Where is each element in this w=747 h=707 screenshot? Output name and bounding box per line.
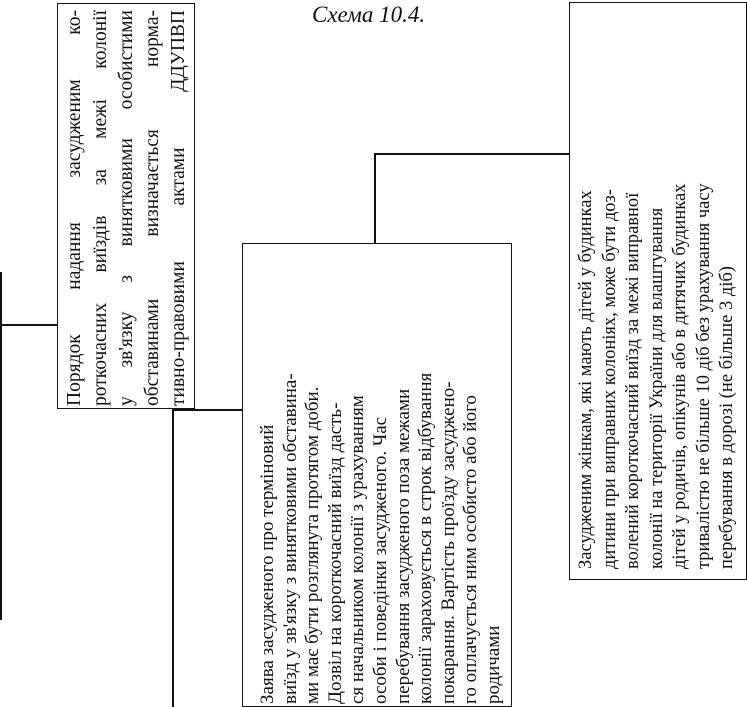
application-line-7: перебування засудженого поза межами	[392, 388, 414, 704]
women-box	[569, 2, 747, 580]
application-line-6: особи і поведінки засудженого. Час	[369, 416, 391, 704]
order-box	[57, 3, 195, 409]
application-line-2: виїзд у зв'язку з винятковими обставина-	[279, 373, 301, 704]
women-line-2: дитини при виправних колоніях, може бути доз-	[599, 189, 620, 569]
scheme-caption: Схема 10.4.	[312, 2, 426, 27]
application-line-5: ся начальником колонії з урахуванням	[347, 395, 369, 704]
application-stem-line	[172, 409, 174, 707]
application-line-8: колонії зараховується в строк відбування	[415, 372, 437, 704]
order-line-2: роткочасних виїздів за межі колонії	[90, 10, 111, 406]
application-line-11: родичами	[482, 625, 504, 704]
order-text	[62, 10, 196, 406]
order-line-3: у зв'язку з винятковими особистими	[116, 10, 137, 406]
connector-women-horizontal-line	[374, 153, 569, 155]
application-box	[242, 243, 512, 707]
women-line-5: дітей у родичів, опікунів або в дитячих будинках	[670, 183, 690, 569]
order-line-4: обставинами визначається норма-	[142, 10, 163, 406]
order-line-5: тивно-правовими актами ДДУПВП	[168, 10, 189, 406]
application-text	[247, 248, 511, 706]
application-line-3: ми має бути розглянута протягом доби.	[302, 386, 324, 704]
application-line-4: Дозвіл на короткочасний виїзд дасть-	[324, 402, 346, 704]
connector-application-line	[172, 409, 242, 411]
women-line-6: тривалістю не більше 10 діб без урахування часу	[693, 183, 714, 569]
application-line-1: Заява засудженого про терміновий	[257, 424, 278, 704]
women-line-7: перебування в дорозі (не більше 3 діб)	[717, 266, 737, 569]
women-line-3: волений короткочасний виїзд за межі виправної	[623, 192, 643, 569]
women-text	[572, 5, 746, 577]
connector-women-vertical-line	[374, 153, 376, 253]
application-line-9: покарання. Вартість проїзду засуджено-	[437, 381, 459, 704]
women-line-1: Засудженим жінкам, які мають дітей у будинках	[576, 190, 596, 569]
connector-order-line	[0, 324, 57, 326]
application-line-10: го оплачується ним особисто або його	[460, 395, 482, 704]
women-line-4: колонії на території України для влаштування	[646, 207, 667, 569]
order-line-1: Порядок надання засудженим ко-	[64, 10, 85, 406]
